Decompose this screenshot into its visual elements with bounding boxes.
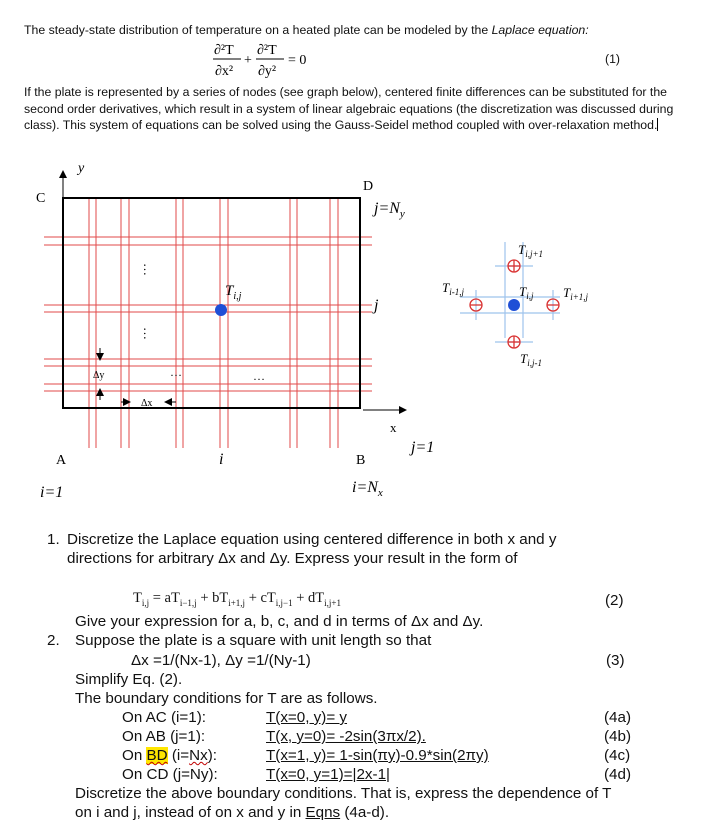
stencil-diagram — [442, 242, 589, 368]
eq2-formula: $T_{i,j} = aT_{i-1,j} + bT_{i+1,j} + cT_{i,j-1} + dT_{i,j+1}$ — [133, 590, 341, 608]
q1-number: 1. — [47, 531, 60, 548]
dy-label: Δy — [93, 370, 105, 381]
label-i-nx: $i=N_x$ — [352, 479, 383, 499]
closing-line-1: Discretize the above boundary conditions. That is, express the dependence of T — [75, 785, 612, 802]
label-j-1: j=1 — [411, 439, 435, 456]
laplace-equation — [204, 38, 314, 84]
q2-bc-intro: The boundary conditions for T are as follows. — [75, 690, 378, 707]
text-cursor — [657, 118, 658, 131]
bc-bd-label: On BD (i=Nx): — [122, 747, 217, 764]
grid-figure — [0, 150, 712, 520]
closing-line-2: on i and j, instead of on x and y in Eqns (4a-d). — [75, 804, 390, 821]
dots-vertical-1: … — [141, 263, 156, 276]
q1-text-line-3: Give your expression for a, b, c, and d in terms of Δx and Δy. — [75, 613, 484, 630]
bc-bd-expr: T(x=1, y)= 1-sin(πy)-0.9*sin(2πy) — [266, 747, 489, 764]
bc-bd-number: (4c) — [604, 747, 631, 764]
label-i: i — [219, 451, 224, 468]
svg-text:= 0: = 0 — [288, 53, 307, 69]
label-j-ny: $j=N_y$ — [374, 200, 405, 220]
intro-paragraph: If the plate is represented by a series of nodes (see graph below), centered finite differences can be substituted for the second order derivatives, which result in a system of linear algebraic equations (the discretization was discussed during class). This system of equations can be solved using the Gauss-Seidel method coupled with over-relaxation method. — [24, 85, 674, 132]
label-j: j — [374, 297, 379, 314]
svg-text:+: + — [244, 53, 252, 69]
stencil-label-bottom: $T_{i,j-1}$ — [520, 351, 542, 368]
q2-formula: Δx =1/(Nx-1), Δy =1/(Ny-1) — [131, 652, 311, 669]
q1-text-line-1: Discretize the Laplace equation using centered difference in both x and y — [67, 531, 557, 548]
node-ij — [215, 304, 227, 316]
stencil-label-right: $T_{i+1,j}$ — [563, 285, 589, 302]
q2-number: 2. — [47, 632, 60, 649]
bc-ac-label: On AC (i=1): — [122, 709, 206, 726]
svg-text:∂²T: ∂²T — [257, 43, 277, 59]
laplace-equation-line — [24, 38, 684, 84]
stencil-lines — [460, 242, 560, 342]
bc-cd-number: (4d) — [604, 766, 632, 783]
svg-text:∂y²: ∂y² — [258, 64, 277, 80]
intro-block — [24, 22, 684, 133]
label-i-1: i=1 — [40, 484, 64, 501]
bd-highlight: BD — [146, 747, 168, 764]
grid-lines-horizontal — [44, 237, 372, 391]
q2-text-line-1: Suppose the plate is a square with unit length so that — [75, 632, 432, 649]
bc-ac-expr: T(x=0, y)= y — [266, 709, 348, 726]
stencil-label-top: $T_{i,j+1}$ — [518, 242, 544, 259]
y-axis-label: y — [78, 161, 85, 176]
dots-horizontal-1: … — [170, 365, 182, 379]
eq2-number: (2) — [605, 592, 624, 609]
grid-lines-vertical — [89, 198, 338, 448]
plate-boundary — [63, 198, 360, 408]
corner-c-label: C — [36, 191, 46, 206]
corner-d-label: D — [363, 179, 374, 194]
bc-ab-label: On AB (j=1): — [122, 728, 206, 745]
bc-ab-number: (4b) — [604, 728, 632, 745]
intro-line-1: The steady-state distribution of temperature on a heated plate can be modeled by the Laplace equation: — [24, 23, 589, 37]
svg-text:∂²T: ∂²T — [214, 43, 234, 59]
eq3-number: (3) — [606, 652, 625, 669]
dots-vertical-2: … — [141, 327, 156, 340]
stencil-node-center — [508, 299, 520, 311]
dx-label: Δx — [141, 398, 153, 409]
svg-text:∂x²: ∂x² — [215, 64, 234, 80]
bc-ab-expr: T(x, y=0)= -2sin(3πx/2). — [266, 728, 426, 745]
node-ij-label: $T_{i,j}$ — [225, 283, 242, 302]
corner-b-label: B — [356, 453, 366, 468]
stencil-label-center: $T_{i,j}$ — [519, 284, 534, 301]
stencil-label-left: $T_{i-1,j}$ — [442, 280, 464, 297]
q1-text-line-2: directions for arbitrary Δx and Δy. Express your result in the form of — [67, 550, 518, 567]
dots-horizontal-2: … — [253, 369, 265, 383]
q2-simplify: Simplify Eq. (2). — [75, 671, 183, 688]
bc-cd-label: On CD (j=Ny): — [122, 766, 218, 783]
bc-cd-expr: T(x=0, y=1)=|2x-1| — [266, 766, 390, 783]
x-axis-label: x — [390, 420, 397, 435]
corner-a-label: A — [56, 453, 67, 468]
bc-ac-number: (4a) — [604, 709, 632, 726]
eq1-number: (1) — [605, 52, 621, 67]
